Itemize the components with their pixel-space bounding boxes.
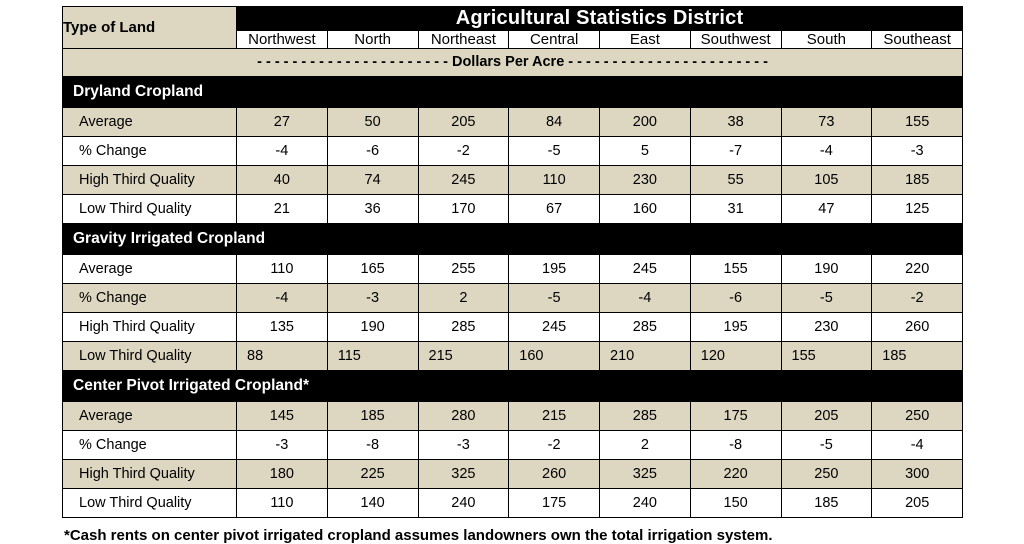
table-cell: -5 — [509, 284, 600, 313]
corner-label: Type of Land — [63, 7, 237, 49]
table-cell: -3 — [237, 431, 328, 460]
table-row — [63, 195, 963, 224]
table-cell: 325 — [418, 460, 509, 489]
table-cell: 200 — [600, 108, 691, 137]
row-label: High Third Quality — [63, 313, 237, 342]
row-label: Low Third Quality — [63, 195, 237, 224]
table-cell: 145 — [237, 402, 328, 431]
table-cell: 160 — [509, 342, 600, 371]
table-cell: 155 — [872, 108, 963, 137]
table-cell: 175 — [690, 402, 781, 431]
table-header-row-group — [63, 7, 963, 31]
table-row — [63, 460, 963, 489]
table-cell: 27 — [237, 108, 328, 137]
column-header-district: Central — [509, 31, 600, 49]
table-cell: -6 — [327, 137, 418, 166]
table-cell: 245 — [418, 166, 509, 195]
table-cell: -3 — [872, 137, 963, 166]
table-cell: 155 — [690, 255, 781, 284]
table-cell: -5 — [509, 137, 600, 166]
table-cell: 160 — [600, 195, 691, 224]
units-banner-row — [63, 49, 963, 77]
row-label: Low Third Quality — [63, 342, 237, 371]
row-label: High Third Quality — [63, 166, 237, 195]
table-cell: 47 — [781, 195, 872, 224]
table-row — [63, 431, 963, 460]
column-header-district: Southwest — [690, 31, 781, 49]
units-banner: - - - - - - - - - - - - - - - - - - - - - - Dollars Per Acre - - - - - - - - - - - - - - - - - - - - - - - — [63, 49, 963, 77]
table-cell: 230 — [781, 313, 872, 342]
row-label: % Change — [63, 431, 237, 460]
table-cell: 170 — [418, 195, 509, 224]
table-cell: 73 — [781, 108, 872, 137]
table-cell: 300 — [872, 460, 963, 489]
table-cell: 120 — [690, 342, 781, 371]
table-cell: 175 — [509, 489, 600, 518]
table-cell: 195 — [509, 255, 600, 284]
table-cell: 185 — [781, 489, 872, 518]
table-cell: 260 — [509, 460, 600, 489]
table-cell: 180 — [237, 460, 328, 489]
table-cell: 110 — [237, 255, 328, 284]
table-row — [63, 108, 963, 137]
table-cell: -8 — [327, 431, 418, 460]
table-cell: -4 — [237, 137, 328, 166]
table-row — [63, 489, 963, 518]
table-row — [63, 313, 963, 342]
table-cell: 230 — [600, 166, 691, 195]
table-cell: 285 — [600, 313, 691, 342]
table-cell: 285 — [418, 313, 509, 342]
table-cell: 50 — [327, 108, 418, 137]
table-cell: -4 — [600, 284, 691, 313]
table-row — [63, 137, 963, 166]
table-cell: 245 — [600, 255, 691, 284]
table-cell: -4 — [237, 284, 328, 313]
table-cell: 205 — [418, 108, 509, 137]
table-cell: 225 — [327, 460, 418, 489]
table-cell: 260 — [872, 313, 963, 342]
table-cell: 250 — [872, 402, 963, 431]
column-header-district: South — [781, 31, 872, 49]
row-label: % Change — [63, 137, 237, 166]
section-title: Dryland Cropland — [63, 77, 963, 108]
table-cell: 250 — [781, 460, 872, 489]
table-cell: 88 — [237, 342, 328, 371]
table-cell: -2 — [509, 431, 600, 460]
table-cell: 31 — [690, 195, 781, 224]
column-header-district: Southeast — [872, 31, 963, 49]
table-cell: 215 — [418, 342, 509, 371]
table-cell: 185 — [327, 402, 418, 431]
table-cell: 195 — [690, 313, 781, 342]
row-label: High Third Quality — [63, 460, 237, 489]
table-cell: 240 — [418, 489, 509, 518]
section-header-row — [63, 77, 963, 108]
table-cell: 280 — [418, 402, 509, 431]
table-cell: 220 — [690, 460, 781, 489]
table-cell: -6 — [690, 284, 781, 313]
row-label: Average — [63, 402, 237, 431]
table-cell: 190 — [327, 313, 418, 342]
section-header-row — [63, 224, 963, 255]
row-label: Low Third Quality — [63, 489, 237, 518]
section-header-row — [63, 371, 963, 402]
table-cell: -4 — [781, 137, 872, 166]
table-row — [63, 166, 963, 195]
table-cell: 150 — [690, 489, 781, 518]
table-row — [63, 284, 963, 313]
table-cell: -8 — [690, 431, 781, 460]
row-label: Average — [63, 108, 237, 137]
table-cell: 140 — [327, 489, 418, 518]
table-row — [63, 255, 963, 284]
column-header-district: Northeast — [418, 31, 509, 49]
table-cell: 185 — [872, 342, 963, 371]
table-cell: 240 — [600, 489, 691, 518]
table-cell: 21 — [237, 195, 328, 224]
row-label: Average — [63, 255, 237, 284]
table-cell: -4 — [872, 431, 963, 460]
table-cell: 245 — [509, 313, 600, 342]
table-cell: 110 — [237, 489, 328, 518]
table-cell: 36 — [327, 195, 418, 224]
table-cell: 67 — [509, 195, 600, 224]
table-cell: 205 — [872, 489, 963, 518]
table-cell: 325 — [600, 460, 691, 489]
table-cell: -2 — [418, 137, 509, 166]
table-cell: 165 — [327, 255, 418, 284]
cash-rent-table — [62, 6, 963, 518]
table-cell: 205 — [781, 402, 872, 431]
table-cell: 125 — [872, 195, 963, 224]
table-cell: 105 — [781, 166, 872, 195]
table-row — [63, 342, 963, 371]
table-cell: -2 — [872, 284, 963, 313]
column-header-district: North — [327, 31, 418, 49]
table-row — [63, 402, 963, 431]
table-cell: -3 — [327, 284, 418, 313]
table-cell: -7 — [690, 137, 781, 166]
column-header-district: Northwest — [237, 31, 328, 49]
table-cell: 84 — [509, 108, 600, 137]
table-cell: 74 — [327, 166, 418, 195]
table-cell: -5 — [781, 431, 872, 460]
table-cell: 55 — [690, 166, 781, 195]
section-title: Center Pivot Irrigated Cropland* — [63, 371, 963, 402]
table-cell: 40 — [237, 166, 328, 195]
table-cell: 110 — [509, 166, 600, 195]
table-cell: 210 — [600, 342, 691, 371]
table-cell: 220 — [872, 255, 963, 284]
group-header: Agricultural Statistics District — [237, 7, 963, 31]
table-cell: 2 — [600, 431, 691, 460]
table-cell: 135 — [237, 313, 328, 342]
table-cell: 215 — [509, 402, 600, 431]
table-cell: 190 — [781, 255, 872, 284]
table-cell: -3 — [418, 431, 509, 460]
column-header-district: East — [600, 31, 691, 49]
table-cell: 5 — [600, 137, 691, 166]
table-cell: 185 — [872, 166, 963, 195]
table-cell: 255 — [418, 255, 509, 284]
table-cell: 115 — [327, 342, 418, 371]
row-label: % Change — [63, 284, 237, 313]
section-title: Gravity Irrigated Cropland — [63, 224, 963, 255]
table-cell: 285 — [600, 402, 691, 431]
table-cell: 38 — [690, 108, 781, 137]
table-cell: -5 — [781, 284, 872, 313]
table-cell: 2 — [418, 284, 509, 313]
table-cell: 155 — [781, 342, 872, 371]
table-footnote: *Cash rents on center pivot irrigated cropland assumes landowners own the total irrigation system. — [64, 527, 773, 544]
